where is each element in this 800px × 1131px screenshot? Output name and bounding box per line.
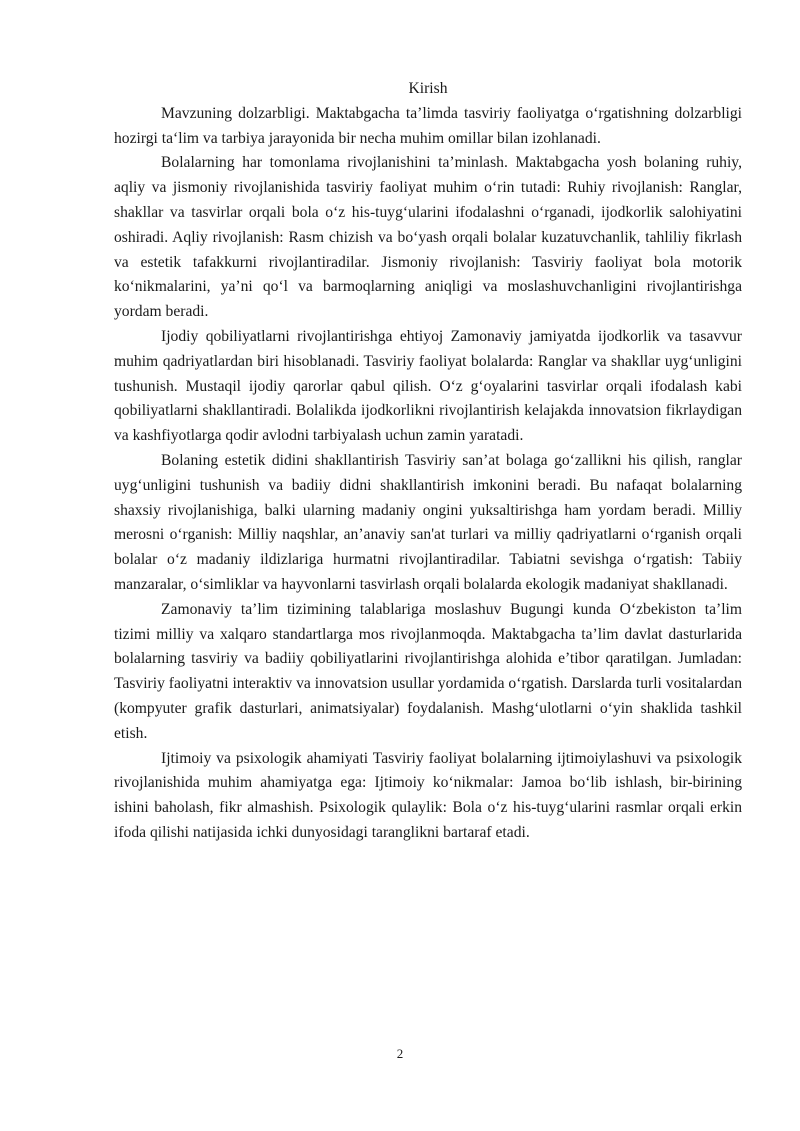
- document-page: [114, 77, 742, 846]
- paragraph-modern-education: Zamonaviy ta’lim tizimining talablariga moslashuv Bugungi kunda O‘zbekiston ta’lim tizimi milliy va xalqaro standartlarga mos rivojlanmoqda. Maktabgacha ta’lim davlat dasturlarida bolalarning tasviriy va badiiy qobiliyatlarini rivojlantirishga alohida e’tibor qaratilgan. Jumladan: Tasviriy faoliyatni interaktiv va innovatsion usullar yordamida o‘rgatish. Darslarda turli vositalardan (kompyuter grafik dasturlari, animatsiyalar) foydalanish. Mashg‘ulotlarni o‘yin shaklida tashkil etish.: [114, 600, 742, 742]
- paragraph-aesthetic-taste: Bolaning estetik didini shakllantirish Tasviriy san’at bolaga go‘zallikni his qilish, ranglar uyg‘unligini tushunish va badiiy didni shakllantirish imkonini beradi. Bu nafaqat bolalarning shaxsiy rivojlanishiga, balki ularning madaniy ongini yuksaltirishga ham yordam beradi. Milliy merosni o‘rganish: Milliy naqshlar, an’anaviy san'at turlari va milliy qadriyatlarni o‘rganish orqali bolalar o‘z madaniy ildizlariga hurmatni rivojlantiradilar. Tabiatni sevishga o‘rgatish: Tabiiy manzaralar, o‘simliklar va hayvonlarni tasvirlash orqali bolalarda ekologik madaniyat shakllanadi.: [114, 451, 742, 593]
- section-title: Kirish: [408, 80, 448, 97]
- paragraph-comprehensive-development: Bolalarning har tomonlama rivojlanishini ta’minlash. Maktabgacha yosh bolaning ruhiy, aqliy va jismoniy rivojlanishida tasviriy faoliyat muhim o‘rin tutadi: Ruhiy rivojlanish: Ranglar, shakllar va tasvirlar orqali bola o‘z his-tuyg‘ularini ifodalashni o‘rganadi, ijodkorlik salohiyatini oshiradi. Aqliy rivojlanish: Rasm chizish va bo‘yash orqali bolalar kuzatuvchanlik, tahliliy fikrlash va estetik tafakkurni rivojlantiradilar. Jismoniy rivojlanish: Tasviriy faoliyat bola motorik ko‘nikmalarini, ya’ni qo‘l va barmoqlarning aniqligi va moslashuvchanligini rivojlantirishga yordam beradi.: [114, 154, 742, 321]
- paragraph-creative-abilities: Ijodiy qobiliyatlarni rivojlantirishga ehtiyoj Zamonaviy jamiyatda ijodkorlik va tasavvur muhim qadriyatlardan biri hisoblanadi. Tasviriy faoliyat bolalarda: Ranglar va shakllar uyg‘unligini tushunish. Mustaqil ijodiy qarorlar qabul qilish. O‘z g‘oyalarini tasvirlar orqali ifodalash kabi qobiliyatlarni shakllantiradi. Bolalikda ijodkorlikni rivojlantirish kelajakda innovatsion fikrlaydigan va kashfiyotlarga qodir avlodni tarbiyalash uchun zamin yaratadi.: [114, 327, 742, 445]
- paragraph-relevance: Mavzuning dolzarbligi. Maktabgacha ta’limda tasviriy faoliyatga o‘rgatishning dolzarbligi hozirgi ta‘lim va tarbiya jarayonida bir necha muhim omillar bilan izohlanadi.: [114, 104, 742, 147]
- page-number: 2: [396, 1046, 404, 1061]
- paragraph-social-psychological: Ijtimoiy va psixologik ahamiyati Tasviriy faoliyat bolalarning ijtimoiylashuvi va psixologik rivojlanishida muhim ahamiyatga ega: Ijtimoiy ko‘nikmalar: Jamoa bo‘lib ishlash, bir-birining ishini baholash, fikr almashish. Psixologik qulaylik: Bola o‘z his-tuyg‘ularini rasmlar orqali erkin ifoda qilishi natijasida ichki dunyosidagi taranglikni bartaraf etadi.: [114, 749, 742, 841]
